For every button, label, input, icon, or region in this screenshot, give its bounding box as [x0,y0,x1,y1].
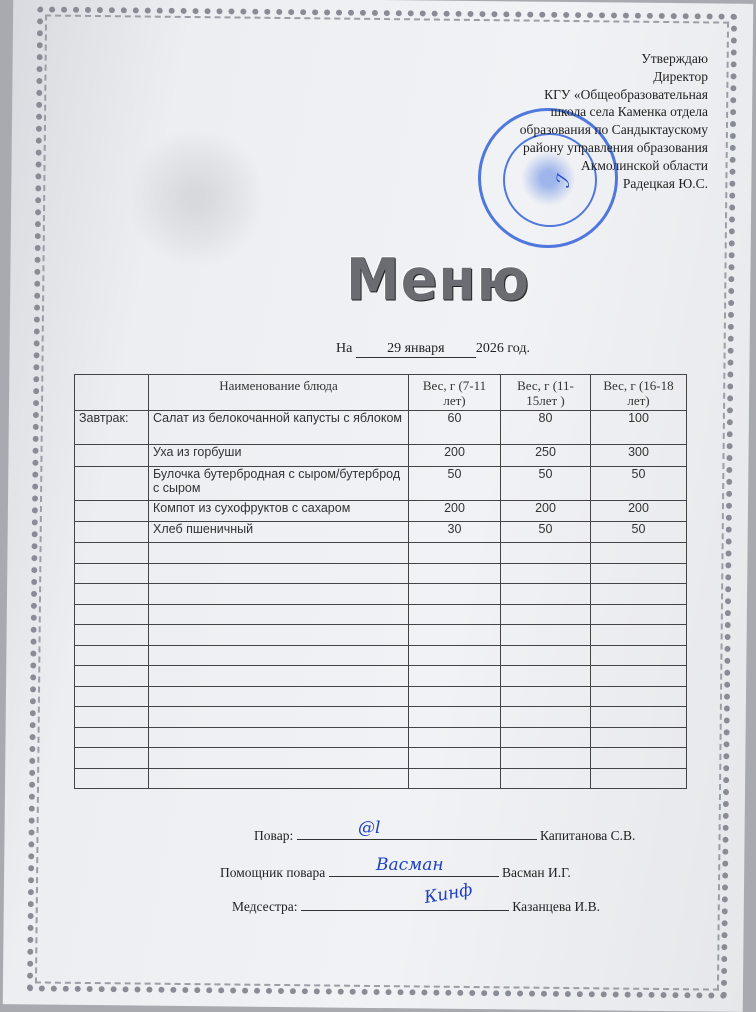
handwritten-signature: Кинф [422,879,474,909]
empty-row [75,625,687,646]
weight-cell: 200 [409,445,501,467]
dish-cell: Булочка бутербродная с сыром/бутерброд с сыром [149,467,409,501]
menu-date [336,341,530,358]
empty-row [75,707,687,728]
signature-line-nurse [232,898,600,915]
meal-cell [75,445,149,467]
approval-line: образования по Сандыктаускому [519,122,708,138]
weight-cell: 100 [591,411,687,445]
empty-row [75,645,687,666]
empty-row [75,748,687,769]
table-header: Вес, г (7-11 лет) [409,375,501,411]
table-header: Вес, г (11-15лет ) [501,375,591,411]
meal-cell [75,522,149,543]
weight-cell: 200 [591,501,687,522]
date-prefix: На [336,341,353,356]
page-title: Меню [346,245,531,314]
weight-cell: 50 [501,467,591,501]
faded-stamp [126,128,266,268]
approval-line: школа села Каменка отдела [550,104,708,120]
approval-line: Утверждаю [641,51,708,66]
table-row [75,411,687,445]
signature-role: Помощник повара [220,865,326,880]
weight-cell: 300 [591,445,687,467]
weight-cell: 60 [409,411,501,445]
meal-cell: Завтрак: [75,411,149,445]
empty-row [75,584,687,605]
signature-name: Капитанова С.В. [539,828,636,843]
weight-cell: 50 [409,467,501,501]
director-signature: ℐ [549,173,576,191]
dish-cell: Компот из сухофруктов с сахаром [149,501,409,522]
empty-row [75,543,687,564]
dish-cell: Уха из горбуши [149,445,409,467]
weight-cell: 30 [409,522,501,543]
weight-cell: 80 [501,411,591,445]
signature-name: Казанцева И.В. [512,899,600,914]
weight-cell: 50 [591,522,687,543]
table-row [75,522,687,543]
signature-role: Медсестра: [232,899,298,914]
table-header [75,375,149,411]
empty-row [75,666,687,687]
empty-row [75,563,687,584]
empty-row [75,768,687,789]
handwritten-signature: @l [358,818,381,838]
dish-cell: Хлеб пшеничный [149,522,409,543]
signature-line-cook [254,827,635,844]
table-header: Вес, г (16-18 лет) [591,375,687,411]
handwritten-signature: Васман [376,855,444,875]
empty-row [75,727,687,748]
approval-block [448,50,708,192]
approval-line: КГУ «Общеобразовательная [544,86,708,102]
empty-row [75,604,687,625]
signature-name: Васман И.Г. [501,865,571,880]
weight-cell: 250 [501,445,591,467]
dish-cell: Салат из белокочанной капусты с яблоком [149,411,409,445]
meal-cell [75,501,149,522]
meal-cell [75,467,149,501]
menu-table [74,374,687,789]
table-row [75,501,687,522]
weight-cell: 50 [501,522,591,543]
approval-line: Акмолинской области [581,157,708,173]
signature-role: Повар: [254,828,294,843]
date-value: 29 января [356,341,476,358]
weight-cell: 50 [591,467,687,501]
date-year: 2026 год. [475,341,530,356]
approval-line: Радецкая Ю.С. [622,175,708,191]
approval-line: району управления образования [523,139,708,155]
weight-cell: 200 [409,501,501,522]
table-header: Наименование блюда [149,375,409,411]
table-row [75,445,687,467]
approval-line: Директор [653,68,708,84]
table-row [75,467,687,501]
empty-row [75,686,687,707]
weight-cell: 200 [501,501,591,522]
